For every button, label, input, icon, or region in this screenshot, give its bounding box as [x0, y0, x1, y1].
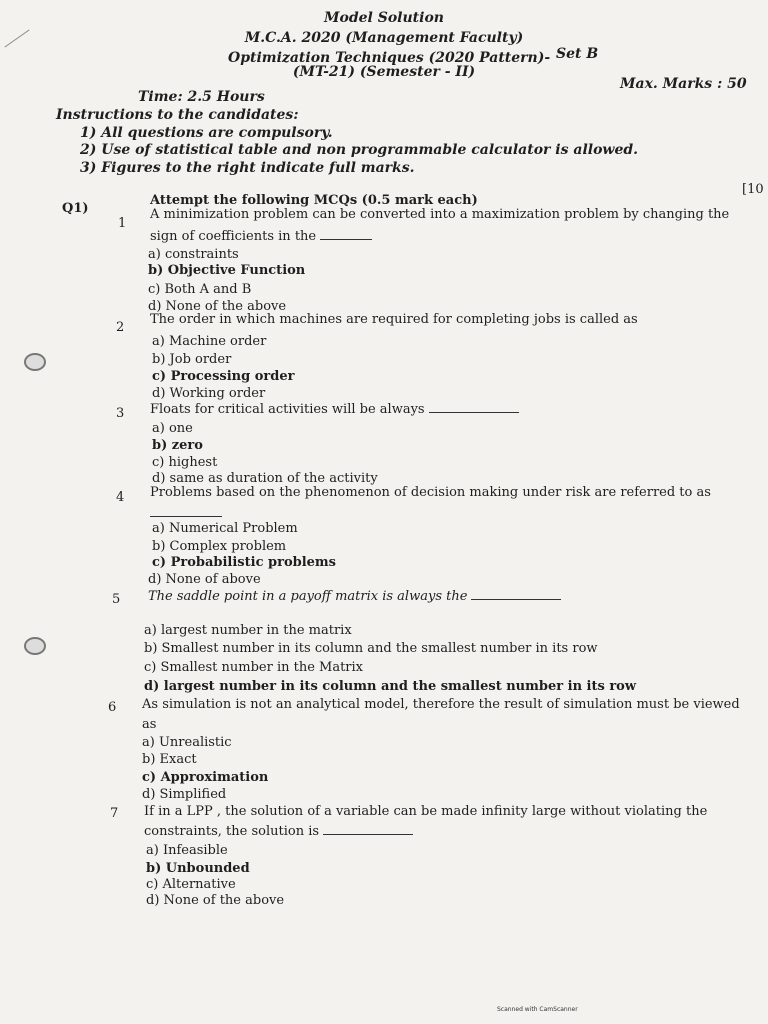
option: d) same as duration of the activity [152, 471, 378, 486]
answer-blank [323, 824, 413, 835]
option: d) Simplified [142, 787, 227, 802]
question-text: If in a LPP , the solution of a variable can be made infinity large without violating the [144, 804, 708, 819]
question-text-cont: constraints, the solution is [144, 824, 413, 839]
question-text: Floats for critical activities will be always [150, 402, 519, 417]
option: d) None of the above [146, 893, 285, 908]
question-number: 2 [116, 320, 125, 335]
option-correct: c) Approximation [142, 770, 269, 785]
question-text-cont: as [142, 717, 157, 732]
instructions-heading: Instructions to the candidates: [56, 107, 299, 123]
option-correct: b) zero [152, 438, 203, 453]
answer-blank [471, 589, 561, 600]
option: a) one [152, 421, 193, 436]
question-text: As simulation is not an analytical model, therefore the result of simulation must be viewed [142, 697, 740, 712]
instruction-item: 3) Figures to the right indicate full marks. [80, 160, 415, 176]
question-number: 3 [116, 406, 125, 421]
option: b) Smallest number in its column and the smallest number in its row [144, 641, 598, 656]
set-label: Set B [556, 46, 599, 62]
option: b) Job order [152, 352, 232, 367]
option: a) largest number in the matrix [144, 623, 352, 638]
answer-blank [429, 402, 519, 413]
q1-heading: Attempt the following MCQs (0.5 mark each) [150, 193, 478, 208]
option-correct: b) Unbounded [146, 861, 250, 876]
q1-marks: [10 [742, 182, 764, 197]
option: c) Smallest number in the Matrix [144, 660, 364, 675]
option-correct: c) Probabilistic problems [152, 555, 336, 570]
option: c) Both A and B [148, 282, 252, 297]
option: a) Numerical Problem [152, 521, 298, 536]
option-correct: b) Objective Function [148, 263, 306, 278]
question-text: The order in which machines are required for completing jobs is called as [150, 312, 638, 327]
option-correct: d) largest number in its column and the smallest number in its row [144, 679, 637, 694]
question-number: 5 [112, 592, 121, 607]
option-correct: c) Processing order [152, 369, 295, 384]
question-text-cont: sign of coefficients in the [150, 229, 372, 244]
option: c) highest [152, 455, 218, 470]
punch-hole-icon [24, 353, 46, 371]
option: b) Complex problem [152, 539, 287, 554]
option: b) Exact [142, 752, 197, 767]
question-text: A minimization problem can be converted into a maximization problem by changing the [150, 207, 730, 222]
q1-label: Q1) [62, 201, 89, 216]
time-label: Time: 2.5 Hours [138, 89, 265, 105]
course-line: M.C.A. 2020 (Management Faculty) [244, 30, 524, 46]
question-number: 1 [118, 216, 127, 231]
option: a) Machine order [152, 334, 267, 349]
punch-hole-icon [24, 637, 46, 655]
question-text: The saddle point in a payoff matrix is always the [148, 589, 561, 604]
option: a) Infeasible [146, 843, 228, 858]
question-number: 7 [110, 806, 119, 821]
option: d) None of the above [148, 299, 287, 314]
option: a) Unrealistic [142, 735, 232, 750]
code-line: (MT-21) (Semester - II) [292, 64, 476, 80]
option: a) constraints [148, 247, 239, 262]
instruction-item: 2) Use of statistical table and non programmable calculator is allowed. [80, 142, 639, 158]
option: c) Alternative [146, 877, 236, 892]
instruction-item: 1) All questions are compulsory. [80, 125, 333, 141]
question-text: Problems based on the phenomenon of decision making under risk are referred to as [150, 485, 711, 500]
answer-blank [320, 229, 372, 240]
doc-title: Model Solution [324, 10, 444, 26]
max-marks: Max. Marks : 50 [620, 76, 747, 92]
question-number: 4 [116, 490, 125, 505]
question-number: 6 [108, 700, 117, 715]
answer-blank [150, 516, 222, 517]
option: d) Working order [152, 386, 266, 401]
subject-line: Optimization Techniques (2020 Pattern)- [228, 50, 551, 66]
option: d) None of above [148, 572, 261, 587]
scanner-watermark: Scanned with CamScanner [497, 1006, 578, 1013]
